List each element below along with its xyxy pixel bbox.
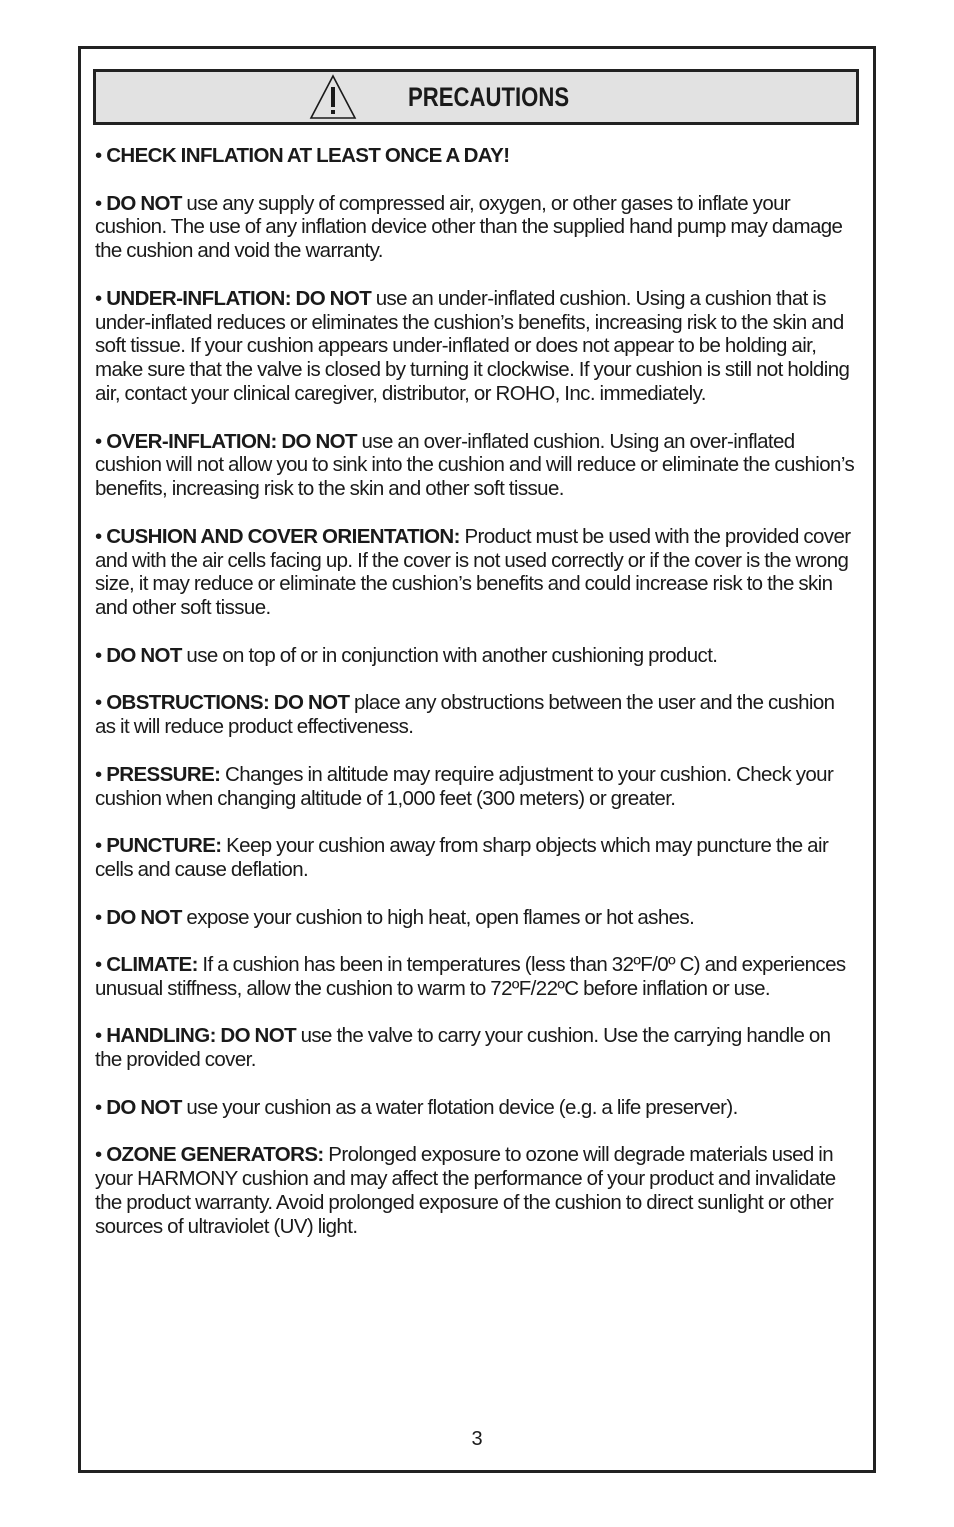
page-title: PRECAUTIONS: [407, 81, 569, 112]
bullet: •: [95, 429, 107, 453]
bullet: •: [95, 1095, 107, 1119]
precaution-item: [95, 144, 857, 168]
precaution-lead: CUSHION AND COVER ORIENTATION:: [106, 524, 460, 548]
precaution-lead: PUNCTURE:: [106, 834, 222, 858]
precaution-text: Changes in altitude may require adjustment to your cushion. Check your cushion when changing altitude of 1,000 feet (300 meters) or greater.: [95, 762, 834, 810]
precaution-item: [95, 834, 857, 882]
bullet: •: [95, 762, 107, 786]
precautions-header: [93, 69, 859, 125]
precaution-item: [95, 1096, 857, 1120]
bullet: •: [95, 524, 107, 548]
precaution-item: [95, 287, 857, 406]
precaution-lead: OZONE GENERATORS:: [106, 1143, 324, 1167]
precaution-lead: CHECK INFLATION AT LEAST ONCE A DAY!: [106, 144, 510, 167]
precaution-text: Product must be used with the provided cover and with the air cells facing up. If the cover is not used correctly or if the cover is the wrong size, it may reduce or eliminate the cushion’s benefits and could increase risk to the skin and other soft tissue.: [95, 524, 851, 620]
precaution-item: [95, 1143, 857, 1238]
bullet: •: [95, 905, 107, 929]
precaution-item: [95, 691, 857, 739]
precaution-text: Prolonged exposure to ozone will degrade materials used in your HARMONY cushion and may affect the performance of your product and invalidate the product warranty. Avoid prolonged exposure of the cushion to direct sunlight or other sources of ultraviolet (UV) light.: [95, 1143, 836, 1238]
precaution-lead: OBSTRUCTIONS: DO NOT: [106, 691, 350, 715]
warning-triangle-icon: [308, 73, 358, 121]
precaution-text: use your cushion as a water flotation device (e.g. a life preserver).: [181, 1095, 738, 1119]
bullet: •: [95, 691, 107, 715]
precaution-lead: DO NOT: [106, 1095, 182, 1119]
page-number: 3: [471, 1428, 483, 1450]
precaution-lead: HANDLING: DO NOT: [106, 1024, 297, 1048]
precaution-lead: CLIMATE:: [106, 953, 198, 977]
bullet: •: [95, 1143, 107, 1167]
precaution-item: [95, 763, 857, 811]
precaution-lead: DO NOT: [106, 643, 182, 667]
precaution-lead: UNDER-INFLATION: DO NOT: [106, 286, 372, 310]
precaution-item: [95, 430, 857, 501]
bullet: •: [95, 1024, 107, 1048]
bullet: •: [95, 834, 107, 858]
precaution-text: use any supply of compressed air, oxygen, or other gases to inflate your cushion. The use of any inflation device other than the supplied hand pump may damage the cushion and void the warranty.: [95, 191, 843, 263]
precaution-item: [95, 906, 857, 930]
bullet: •: [95, 286, 107, 310]
precaution-text: use on top of or in conjunction with another cushioning product.: [181, 643, 718, 667]
precaution-lead: DO NOT: [106, 905, 182, 929]
precaution-text: use an over-inflated cushion. Using an over-inflated cushion will not allow you to sink into the cushion and will reduce or eliminate the cushion’s benefits, increasing risk to the skin and other soft tissue.: [95, 429, 855, 501]
precaution-item: [95, 1024, 857, 1072]
precaution-item: [95, 644, 857, 668]
precaution-text: place any obstructions between the user and the cushion as it will reduce product effectiveness.: [95, 691, 835, 739]
precaution-item: [95, 192, 857, 263]
precaution-item: [95, 525, 857, 620]
bullet: •: [95, 144, 107, 167]
bullet: •: [95, 643, 107, 667]
precaution-text: Keep your cushion away from sharp objects which may puncture the air cells and cause deflation.: [95, 834, 829, 881]
precaution-text: use the valve to carry your cushion. Use the carrying handle on the provided cover.: [95, 1024, 831, 1072]
precaution-lead: OVER-INFLATION: DO NOT: [106, 429, 357, 453]
precaution-item: [95, 953, 857, 1001]
precaution-lead: DO NOT: [106, 191, 182, 215]
precaution-text: use an under-inflated cushion. Using a cushion that is under-inflated reduces or eliminates the cushion’s benefits, increasing risk to the skin and soft tissue. If your cushion appears under-inflated or does not appear to be holding air, make sure that the valve is closed by turning it clockwise. If your cushion is still not holding air, contact your clinical caregiver, distributor, or ROHO, Inc. immediately.: [95, 286, 850, 405]
precaution-text: expose your cushion to high heat, open flames or hot ashes.: [181, 905, 695, 929]
precautions-list: [95, 144, 857, 1262]
precaution-lead: PRESSURE:: [106, 762, 221, 786]
bullet: •: [95, 191, 107, 215]
precaution-text: If a cushion has been in temperatures (less than 32ºF/0º C) and experiences unusual stiffness, allow the cushion to warm to 72ºF/22ºC before inflation or use.: [95, 953, 846, 1000]
bullet: •: [95, 953, 107, 977]
header-inner: [308, 73, 605, 121]
